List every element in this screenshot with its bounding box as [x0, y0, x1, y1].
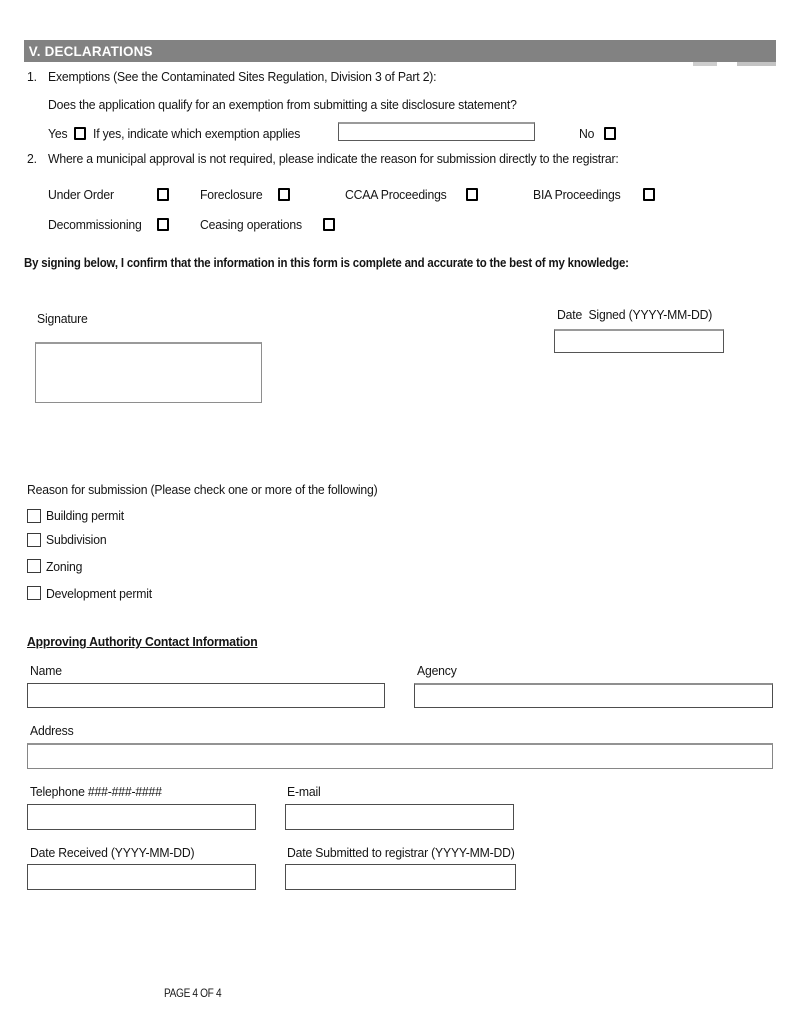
agency-label: Agency [417, 663, 457, 678]
reason-for-submission-label: Reason for submission (Please check one or more of the following) [27, 482, 378, 497]
address-input[interactable] [27, 743, 773, 769]
q1-number: 1. [27, 69, 37, 84]
date-submitted-label: Date Submitted to registrar (YYYY-MM-DD) [287, 845, 515, 860]
q1-no-checkbox[interactable] [604, 127, 616, 140]
header-shadow-fragment [693, 62, 717, 66]
reason-zoning-label: Zoning [46, 559, 83, 574]
q1-text: Exemptions (See the Contaminated Sites Regulation, Division 3 of Part 2): [48, 69, 437, 84]
signature-box[interactable] [35, 342, 262, 403]
name-label: Name [30, 663, 62, 678]
date-received-input[interactable] [27, 864, 256, 890]
q2-number: 2. [27, 151, 37, 166]
q2-option-ccaa-label: CCAA Proceedings [345, 187, 447, 202]
q1-yes-label: Yes [48, 126, 68, 141]
header-shadow-fragment [737, 62, 776, 66]
q2-option-decommissioning-label: Decommissioning [48, 217, 142, 232]
reason-subdivision-label: Subdivision [46, 532, 107, 547]
address-label: Address [30, 723, 74, 738]
date-received-label: Date Received (YYYY-MM-DD) [30, 845, 195, 860]
name-input[interactable] [27, 683, 385, 708]
q2-option-under-order-label: Under Order [48, 187, 114, 202]
signature-label: Signature [37, 311, 88, 326]
date-signed-input[interactable] [554, 329, 724, 353]
reason-development-permit-label: Development permit [46, 586, 152, 601]
telephone-input[interactable] [27, 804, 256, 830]
q2-option-ceasing-label: Ceasing operations [200, 217, 302, 232]
q1-exemption-input[interactable] [338, 122, 535, 141]
reason-building-permit-label: Building permit [46, 508, 125, 523]
q1-if-yes-label: If yes, indicate which exemption applies [93, 126, 301, 141]
q1-no-label: No [579, 126, 595, 141]
declaration-statement: By signing below, I confirm that the information in this form is complete and accurate to the best of my knowledge: [24, 255, 629, 270]
section-header-bar [24, 40, 776, 62]
q2-option-ceasing-checkbox[interactable] [323, 218, 335, 231]
q2-option-decommissioning-checkbox[interactable] [157, 218, 169, 231]
section-title: V. DECLARATIONS [28, 43, 153, 59]
contact-section-heading: Approving Authority Contact Information [27, 634, 258, 649]
email-input[interactable] [285, 804, 514, 830]
page-number-label: PAGE 4 OF 4 [164, 988, 222, 1000]
q2-option-ccaa-checkbox[interactable] [466, 188, 478, 201]
reason-zoning-checkbox[interactable] [27, 559, 41, 573]
reason-development-permit-checkbox[interactable] [27, 586, 41, 600]
date-submitted-input[interactable] [285, 864, 516, 890]
email-label: E-mail [287, 784, 321, 799]
q2-option-foreclosure-checkbox[interactable] [278, 188, 290, 201]
date-signed-label: Date Signed (YYYY-MM-DD) [557, 307, 713, 322]
reason-subdivision-checkbox[interactable] [27, 533, 41, 547]
q2-option-bia-label: BIA Proceedings [533, 187, 621, 202]
q2-option-foreclosure-label: Foreclosure [200, 187, 263, 202]
q2-option-under-order-checkbox[interactable] [157, 188, 169, 201]
q2-text: Where a municipal approval is not required, please indicate the reason for submission directly to the registrar: [48, 151, 619, 166]
telephone-label: Telephone ###-###-#### [30, 784, 162, 799]
q1-yes-checkbox[interactable] [74, 127, 86, 140]
q2-option-bia-checkbox[interactable] [643, 188, 655, 201]
q1-question: Does the application qualify for an exemption from submitting a site disclosure statement? [48, 97, 517, 112]
agency-input[interactable] [414, 683, 773, 708]
reason-building-permit-checkbox[interactable] [27, 509, 41, 523]
